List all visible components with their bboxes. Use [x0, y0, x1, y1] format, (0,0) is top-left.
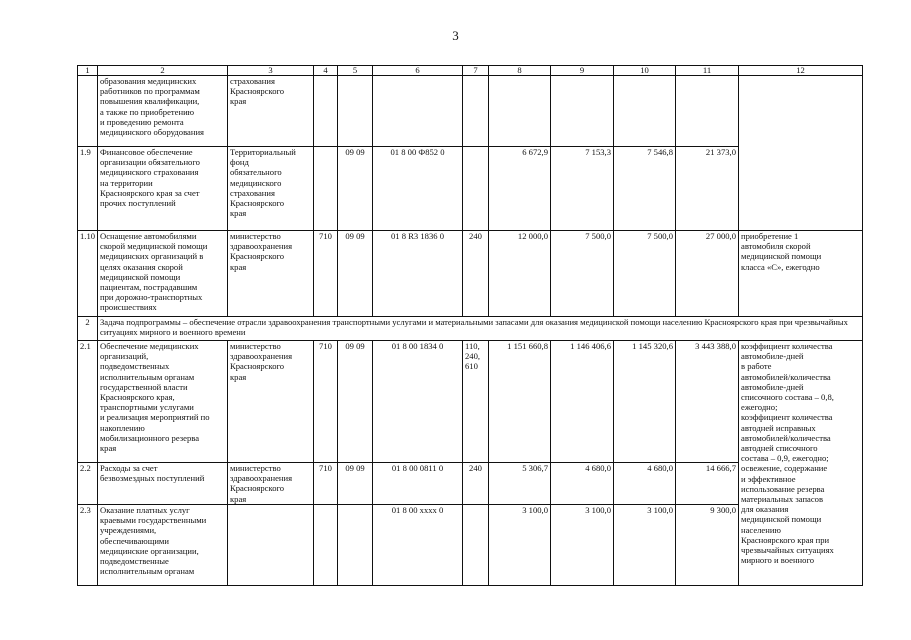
year1-value: 6 672,9 [489, 147, 551, 231]
year3-value: 7 546,8 [614, 147, 676, 231]
expense-type-code [463, 147, 489, 231]
task-description: Задача подпрограммы – обеспечение отрасли здравоохранения транспортными услугами и материальными запасами для оказания медицинской помощи населению Красноярского края при чрезвычайных ситуациях мирного и военного времени [98, 317, 863, 341]
agency-name [228, 505, 314, 586]
grbs-code [314, 147, 338, 231]
year1-value [489, 76, 551, 147]
activity-name: Оказание платных услуг краевыми государственными учреждениями, обеспечивающими медицинские организации, подведомственные исполнительным органам [98, 505, 228, 586]
total-value: 9 300,0 [676, 505, 739, 586]
expected-result: приобретение 1 автомобиля скорой медицинской помощи класса «С», ежегодно [739, 231, 863, 317]
row-number: 2.3 [78, 505, 98, 586]
total-value: 3 443 388,0 [676, 341, 739, 463]
agency-name: Территориальный фонд обязательного медицинского страхования Красноярского края [228, 147, 314, 231]
total-value: 14 666,7 [676, 463, 739, 505]
table-row [78, 231, 863, 317]
section-code [338, 76, 373, 147]
year1-value: 12 000,0 [489, 231, 551, 317]
column-number: 7 [463, 66, 489, 76]
year2-value: 7 500,0 [551, 231, 614, 317]
agency-name: министерство здравоохранения Красноярского края [228, 463, 314, 505]
year1-value: 3 100,0 [489, 505, 551, 586]
row-number: 2.1 [78, 341, 98, 463]
column-number: 9 [551, 66, 614, 76]
row-number: 2 [78, 317, 98, 341]
section-code: 09 09 [338, 231, 373, 317]
row-number: 2.2 [78, 463, 98, 505]
page-number: 3 [452, 28, 459, 43]
row-number: 1.9 [78, 147, 98, 231]
column-number: 10 [614, 66, 676, 76]
activity-name: Финансовое обеспечение организации обязательного медицинского страхования на территории Красноярского края за счет прочих поступлений [98, 147, 228, 231]
year3-value: 3 100,0 [614, 505, 676, 586]
table-row [78, 76, 863, 147]
expected-result [739, 76, 863, 231]
activity-name: Оснащение автомобилями скорой медицинской помощи медицинских организаций в целях оказания скорой медицинской помощи пациентам, пострадавшим при дорожно-транспортных происшествиях [98, 231, 228, 317]
section-code: 09 09 [338, 341, 373, 463]
expense-type-code: 240 [463, 231, 489, 317]
total-value: 21 373,0 [676, 147, 739, 231]
total-value [676, 76, 739, 147]
expense-type-code: 240 [463, 463, 489, 505]
target-article-code: 01 8 00 Ф852 0 [373, 147, 463, 231]
activity-name: образования медицинских работников по программам повышения квалификации, а также по приобретению и проведению ремонта медицинского оборудования [98, 76, 228, 147]
year1-value: 1 151 660,8 [489, 341, 551, 463]
target-article-code: 01 8 00 0811 0 [373, 463, 463, 505]
task-row [78, 317, 863, 341]
table-row [78, 341, 863, 463]
expense-type-code [463, 505, 489, 586]
target-article-code: 01 8 00 хххх 0 [373, 505, 463, 586]
grbs-code: 710 [314, 463, 338, 505]
column-number: 4 [314, 66, 338, 76]
grbs-code: 710 [314, 341, 338, 463]
year2-value: 7 153,3 [551, 147, 614, 231]
year3-value: 7 500,0 [614, 231, 676, 317]
target-article-code [373, 76, 463, 147]
grbs-code [314, 505, 338, 586]
year1-value: 5 306,7 [489, 463, 551, 505]
agency-name: страхования Красноярского края [228, 76, 314, 147]
grbs-code: 710 [314, 231, 338, 317]
year2-value [551, 76, 614, 147]
row-number: 1.10 [78, 231, 98, 317]
year2-value: 4 680,0 [551, 463, 614, 505]
agency-name: министерство здравоохранения Красноярского края [228, 231, 314, 317]
year3-value: 1 145 320,6 [614, 341, 676, 463]
expense-type-code [463, 76, 489, 147]
agency-name: министерство здравоохранения Красноярского края [228, 341, 314, 463]
grbs-code [314, 76, 338, 147]
column-number: 12 [739, 66, 863, 76]
year3-value: 4 680,0 [614, 463, 676, 505]
section-code [338, 505, 373, 586]
target-article-code: 01 8 R3 1836 0 [373, 231, 463, 317]
section-code: 09 09 [338, 463, 373, 505]
column-number: 1 [78, 66, 98, 76]
total-value: 27 000,0 [676, 231, 739, 317]
activity-name: Расходы за счет безвозмездных поступлений [98, 463, 228, 505]
expense-type-code: 110, 240, 610 [463, 341, 489, 463]
column-numbers-row [78, 66, 863, 76]
expected-result: коэффициент количества автомобиле-дней в работе автомобилей/количества автомобиле-дней списочного состава – 0,8, ежегодно; коэффициент количества автодней исправных автомобилей/количества автодней списочного состава – 0,9, ежегодно; освежение, содержание и эффективное использование резерва материальных запасов для оказания медицинской помощи населению Красноярского края при чрезвычайных ситуациях мирного и военного [739, 341, 863, 586]
year3-value [614, 76, 676, 147]
section-code: 09 09 [338, 147, 373, 231]
column-number: 6 [373, 66, 463, 76]
program-table [77, 65, 863, 586]
row-number [78, 76, 98, 147]
year2-value: 1 146 406,6 [551, 341, 614, 463]
column-number: 3 [228, 66, 314, 76]
column-number: 8 [489, 66, 551, 76]
column-number: 11 [676, 66, 739, 76]
column-number: 5 [338, 66, 373, 76]
activity-name: Обеспечение медицинских организаций, подведомственных исполнительным органам государственной власти Красноярского края, транспортными услугами и реализация мероприятий по накоплению мобилизационного резерва края [98, 341, 228, 463]
year2-value: 3 100,0 [551, 505, 614, 586]
target-article-code: 01 8 00 1834 0 [373, 341, 463, 463]
column-number: 2 [98, 66, 228, 76]
